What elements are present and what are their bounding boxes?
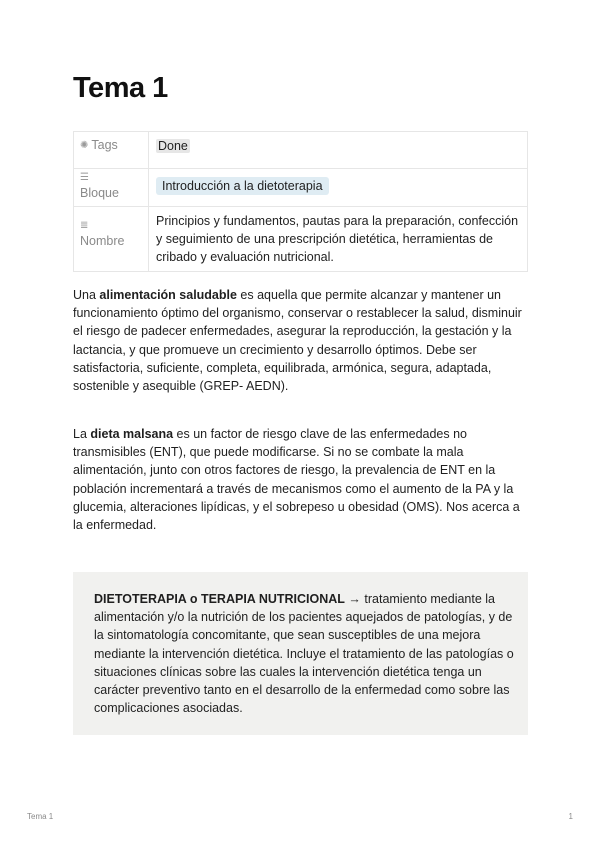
page-title: Tema 1 <box>73 72 168 104</box>
property-value-tags[interactable] <box>149 132 528 169</box>
property-label-tags: Tags <box>91 138 118 152</box>
spinner-icon: ✺ <box>80 140 89 151</box>
status-badge[interactable]: Done <box>158 139 188 153</box>
property-label-nombre: Nombre <box>80 234 125 248</box>
callout-text <box>94 590 514 717</box>
callout-bold: DIETOTERAPIA o TERAPIA NUTRICIONAL <box>94 592 345 606</box>
paragraph-2-text: es un factor de riesgo clave de las enfermedades no transmisibles (ENT), que puede modificarse. Si no se combate la mala alimentación, junto con otros factores de riesgo, la prevalencia de ENT en la población incrementará a través de mecanismos como el aumento de la PA y la glucemia, alteraciones lipídicas, y el sobrepeso u obesidad (OMS). Nos acerca a la enfermedad. <box>73 427 520 533</box>
paragraph-1-pre: Una <box>73 288 100 302</box>
bloque-tag[interactable]: Introducción a la dietoterapia <box>156 177 329 195</box>
text-lines-icon: ≣ <box>80 220 89 231</box>
paragraph-dieta-malsana <box>73 425 529 534</box>
paragraph-1-bold: alimentación saludable <box>99 288 237 302</box>
property-name-bloque <box>74 169 149 207</box>
paragraph-2-pre: La <box>73 427 91 441</box>
paragraph-1-text: es aquella que permite alcanzar y mantener un funcionamiento óptimo del organismo, conservar o restablecer la salud, disminuir el riesgo de padecer enfermedades, asegurar la reproducción, la gestación y la lactancia, y que promueve un crecimiento y desarrollo óptimos. Debe ser satisfactoria, suficiente, completa, equilibrada, armónica, segura, adaptada, sostenible y asequible (GREP- AEDN). <box>73 288 522 394</box>
footer-title: Tema 1 <box>27 812 54 821</box>
property-row-tags <box>74 132 528 169</box>
properties-table <box>73 131 528 272</box>
property-row-nombre <box>74 207 528 272</box>
property-value-bloque[interactable] <box>149 169 528 207</box>
property-label-bloque: Bloque <box>80 186 119 200</box>
property-value-nombre[interactable]: Principios y fundamentos, pautas para la preparación, confección y seguimiento de una prescripción dietética, herramientas de cribado y evaluación nutricional. <box>149 207 528 272</box>
callout-body: → tratamiento mediante la alimentación y/o la nutrición de los pacientes aquejados de patologías, y de la sintomatología concomitante, que sean susceptibles de una mejora mediante la intervención dietética. Incluye el tratamiento de las patologías o situaciones clínicas sobre las cuales la intervención dietética tenga un carácter preventivo tanto en el desarrollo de la enfermedad como sobre las complicaciones asociadas. <box>94 592 514 716</box>
property-row-bloque <box>74 169 528 207</box>
property-name-tags <box>74 132 149 169</box>
callout-dietoterapia <box>73 572 528 735</box>
paragraph-alimentacion-saludable <box>73 286 529 395</box>
footer-page-number: 1 <box>568 812 573 821</box>
property-name-nombre <box>74 207 149 272</box>
list-icon: ☰ <box>80 172 89 183</box>
paragraph-2-bold: dieta malsana <box>90 427 174 441</box>
